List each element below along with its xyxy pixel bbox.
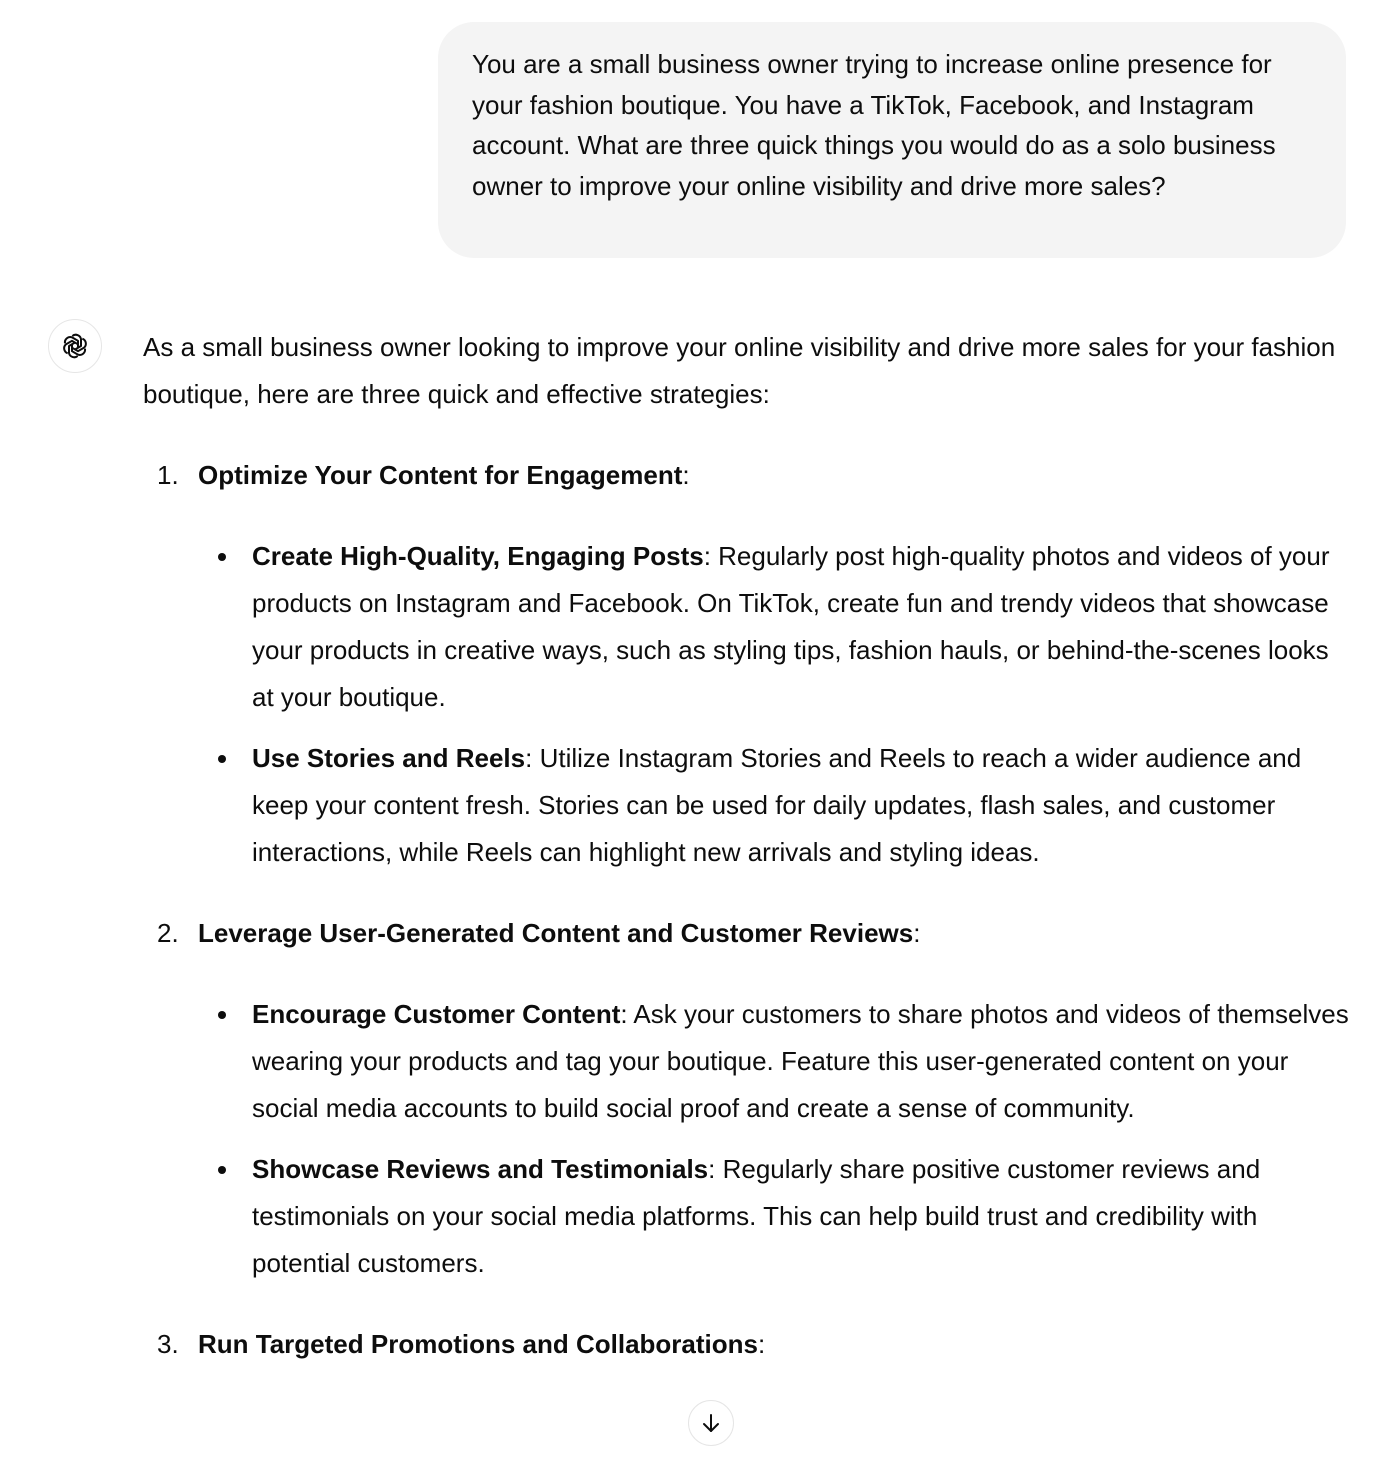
strategy-heading (198, 1321, 1353, 1368)
tip-title: Use Stories and Reels (252, 743, 526, 773)
strategy-heading (198, 452, 1353, 499)
strategy-number: 3. (157, 1329, 179, 1359)
tip-list (198, 991, 1353, 1287)
strategy-number: 1. (157, 460, 179, 490)
assistant-intro: As a small business owner looking to improve your online visibility and drive more sales for your fashion boutique, here are three quick and effective strategies: (143, 332, 1336, 409)
strategy-item (143, 1321, 1353, 1368)
tip-item (198, 991, 1353, 1132)
user-message-bubble (438, 22, 1346, 258)
tip-item (198, 533, 1353, 721)
bullet-icon (218, 1011, 226, 1019)
strategy-number: 2. (157, 918, 179, 948)
colon: : (682, 460, 690, 490)
strategy-list (143, 452, 1353, 1368)
assistant-message (143, 324, 1353, 1368)
colon: : (758, 1329, 766, 1359)
strategy-heading (198, 910, 1353, 957)
bullet-icon (218, 553, 226, 561)
strategy-title: Leverage User-Generated Content and Customer Reviews (198, 918, 914, 948)
arrow-down-icon (699, 1411, 723, 1435)
user-message-text: You are a small business owner trying to increase online presence for your fashion boutique. You have a TikTok, Facebook, and Instagram account. What are three quick things you would do as a solo business owner to improve your online visibility and drive more sales? (472, 49, 1276, 201)
strategy-item (143, 452, 1353, 876)
tip-text: : Regularly share positive customer reviews and testimonials on your social media platforms. This can help build trust and credibility with potential customers. (252, 1154, 1261, 1278)
strategy-title: Run Targeted Promotions and Collaborations (198, 1329, 758, 1359)
strategy-title: Optimize Your Content for Engagement (198, 460, 683, 490)
tip-item (198, 1146, 1353, 1287)
strategy-item (143, 910, 1353, 1287)
bullet-icon (218, 1166, 226, 1174)
tip-text: : Utilize Instagram Stories and Reels to reach a wider audience and keep your content fresh. Stories can be used for daily updates, flash sales, and customer interactions, while Reels can highlight new arrivals and styling ideas. (252, 743, 1302, 867)
tip-text: : Regularly post high-quality photos and videos of your products on Instagram and Facebook. On TikTok, create fun and trendy videos that showcase your products in creative ways, such as styling tips, fashion hauls, or behind-the-scenes looks at your boutique. (252, 541, 1330, 712)
tip-list (198, 533, 1353, 876)
scroll-to-bottom-button[interactable] (688, 1400, 734, 1446)
tip-title: Showcase Reviews and Testimonials (252, 1154, 709, 1184)
openai-logo-icon (59, 330, 91, 362)
assistant-avatar (48, 319, 102, 373)
tip-item (198, 735, 1353, 876)
tip-title: Encourage Customer Content (252, 999, 621, 1029)
tip-title: Create High-Quality, Engaging Posts (252, 541, 704, 571)
tip-text: : Ask your customers to share photos and videos of themselves wearing your products and tag your boutique. Feature this user-generated content on your social media accounts to build social proof and create a sense of community. (252, 999, 1349, 1123)
colon: : (913, 918, 921, 948)
bullet-icon (218, 755, 226, 763)
